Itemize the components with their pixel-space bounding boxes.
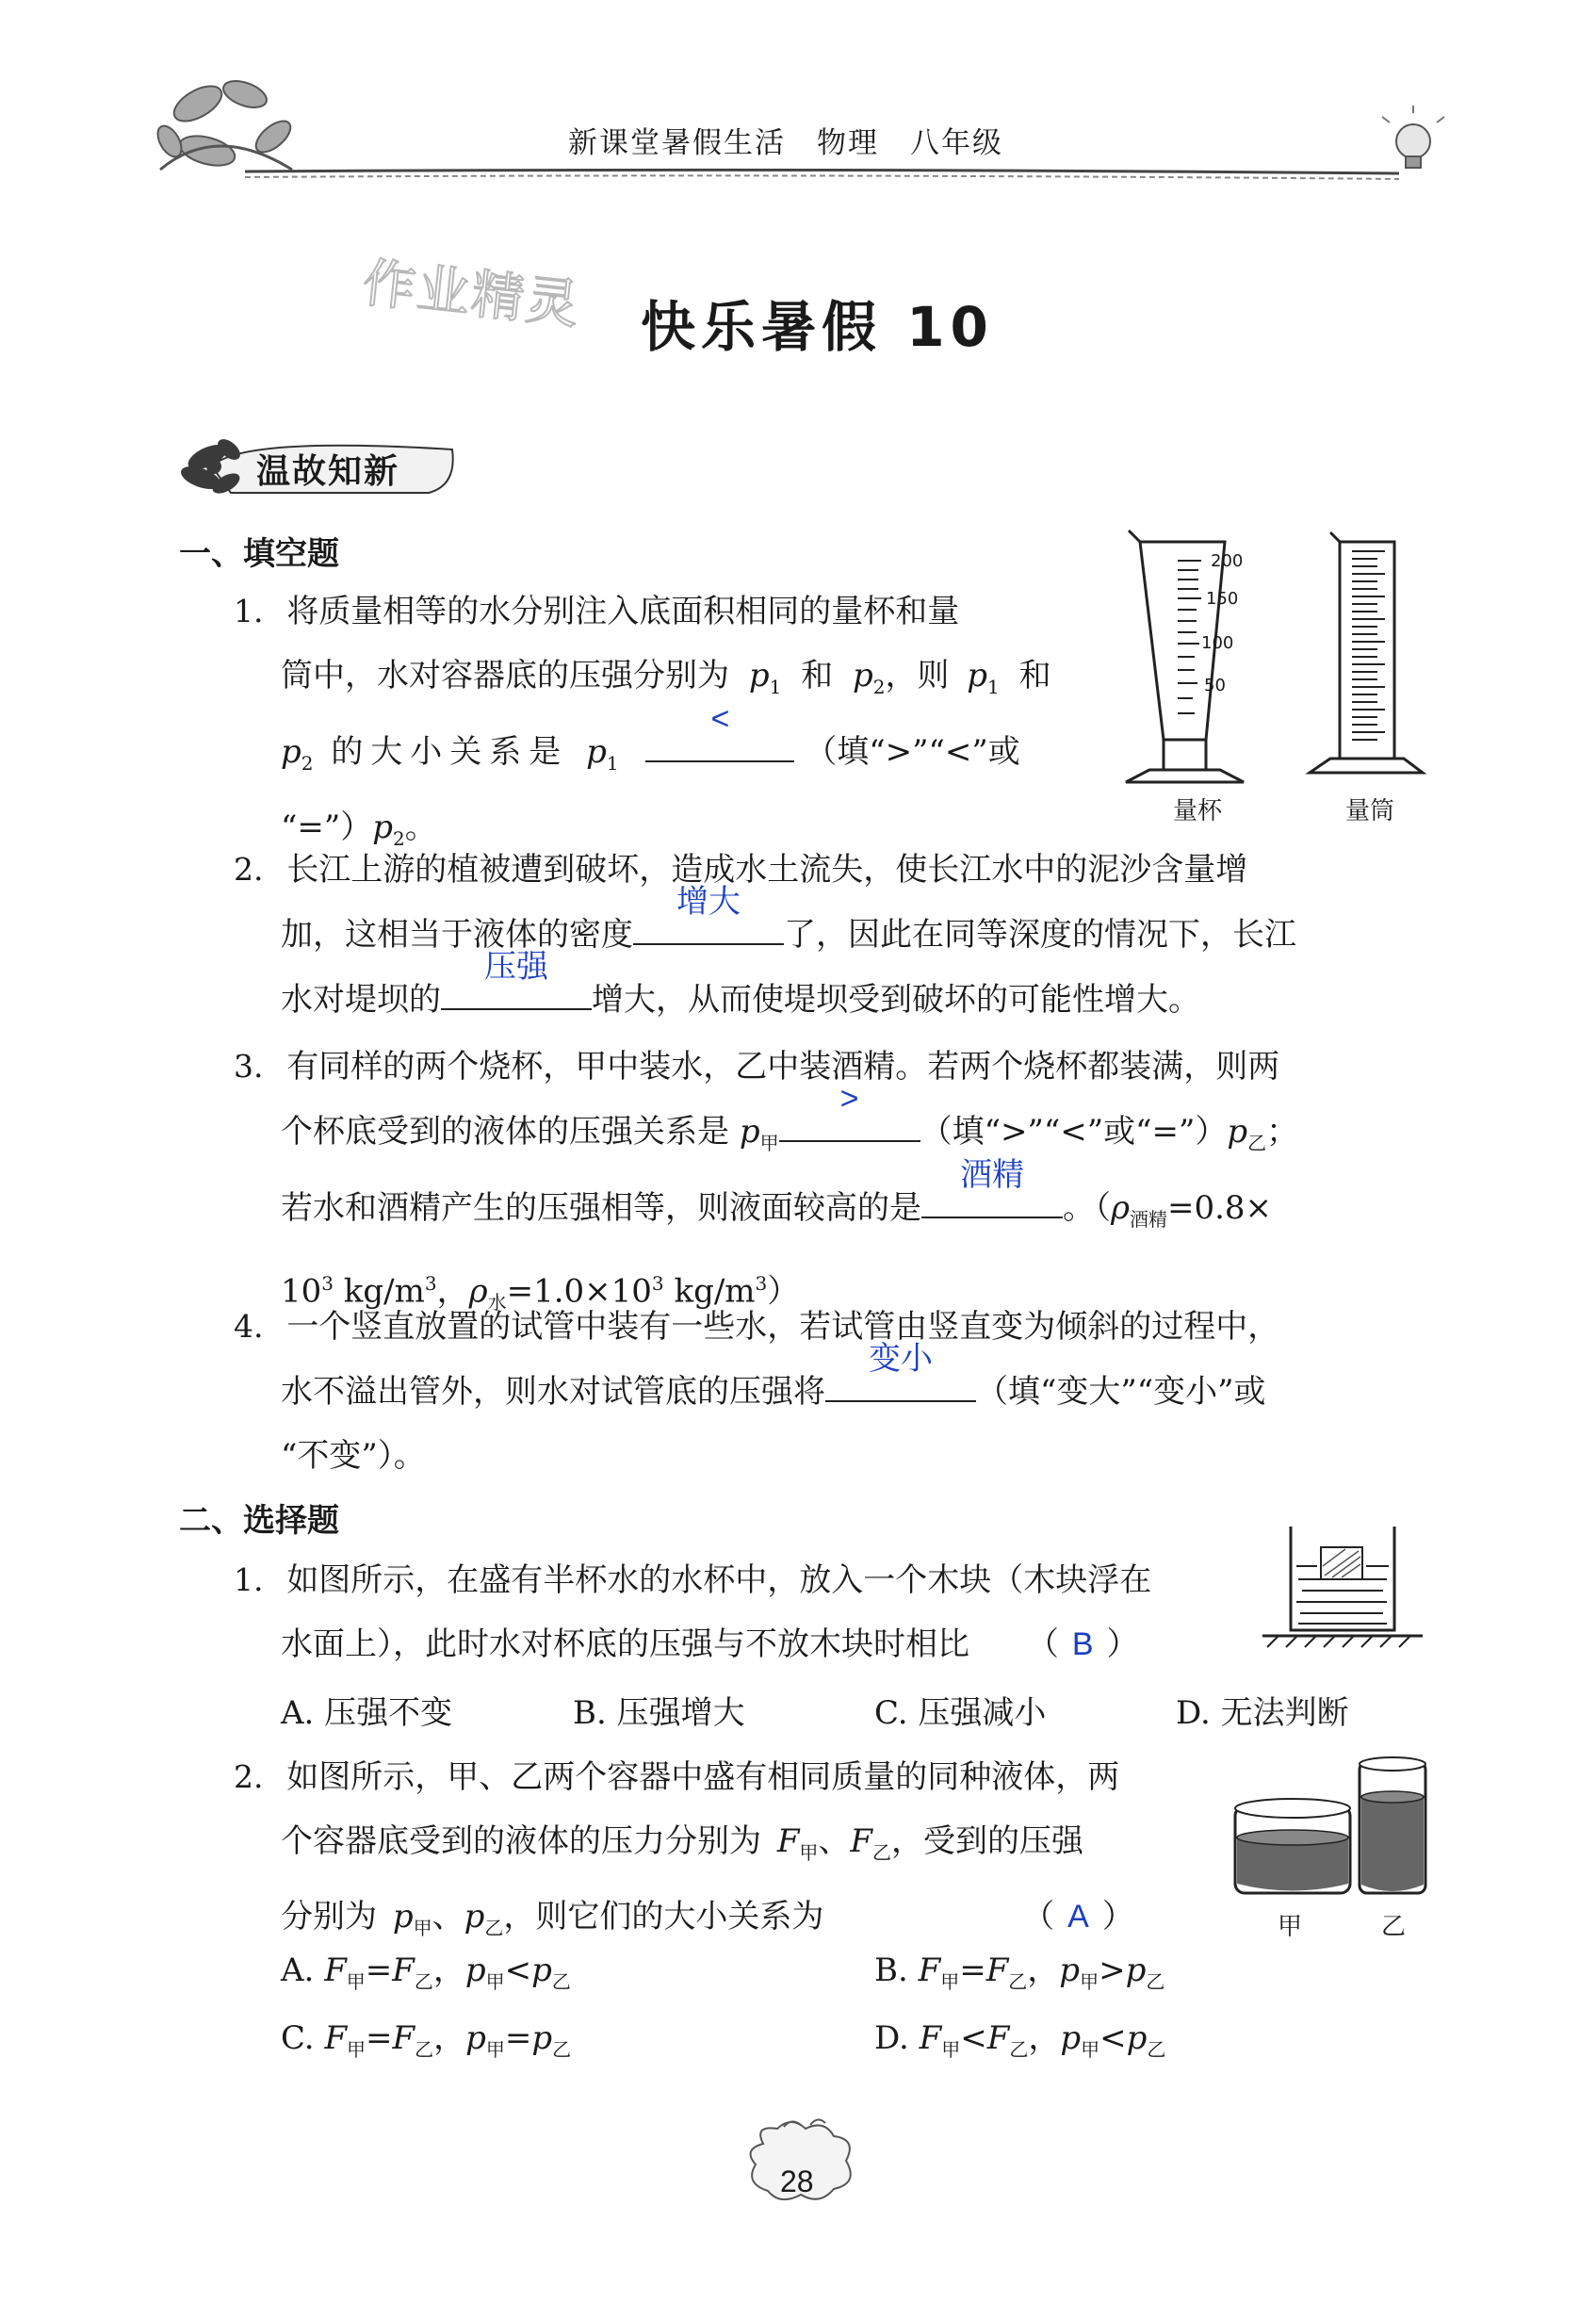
answer-blank[interactable] (441, 949, 592, 1010)
q-text: 增大，从而使堤坝受到破坏的可能性增大。 (592, 981, 1200, 1019)
subscript: 1 (769, 675, 782, 698)
relation: < (504, 1952, 532, 1989)
figure1-label-cylinder: 量筒 (1345, 797, 1395, 825)
q-text: ， (433, 2019, 466, 2057)
symbol-F: F (985, 1952, 1009, 1989)
symbol-rho: ρ (1111, 1188, 1130, 1227)
q-number: 4. (234, 1308, 264, 1345)
symbol-p: p (392, 1897, 414, 1935)
figure-measuring-vessels (1121, 523, 1432, 825)
answer-blank[interactable] (779, 1081, 920, 1142)
relation: = (366, 2019, 393, 2057)
q-text: 如图所示，在盛有半杯水的水杯中，放入一个木块（木块浮在 (286, 1561, 1152, 1599)
subscript: 甲 (940, 1969, 960, 1993)
q-text: 加，这相当于液体的密度 (281, 916, 633, 954)
tick-200: 200 (1211, 551, 1244, 571)
subscript: 乙 (1146, 1969, 1165, 1993)
subscript: 乙 (1009, 2037, 1029, 2061)
q-text: 、 (818, 1822, 851, 1860)
option-label: D. (874, 2019, 909, 2057)
symbol-p: p (739, 1113, 760, 1151)
symbol-p: p (1126, 2019, 1148, 2057)
answer-paren[interactable] (1022, 1898, 1134, 1935)
symbol-p: p (1059, 1952, 1081, 1989)
q-text: ， (1028, 2019, 1061, 2057)
q-text: 了，因此在同等深度的情况下，长江 (784, 916, 1296, 954)
symbol-p: p (748, 657, 770, 694)
q-text: ） (767, 1271, 800, 1310)
q-number: 1. (234, 593, 264, 629)
q-number: 1. (234, 1561, 264, 1598)
option-C[interactable]: C. 压强减小 (874, 1694, 1047, 1732)
q-text: 的大小关系是 (331, 732, 569, 771)
option-B[interactable] (874, 1944, 1164, 1994)
symbol-p: p (1227, 1113, 1248, 1151)
symbol-p: p (531, 2019, 553, 2057)
q-text: 10 (281, 1271, 322, 1310)
subscript: 甲 (413, 1916, 432, 1939)
option-label: A. (281, 1952, 315, 1989)
header-title: 新课堂暑假生活 物理 八年级 (568, 126, 1003, 160)
q-text: 个容器底受到的液体的压力分别为 (281, 1822, 761, 1860)
answer-text: A (1067, 1898, 1089, 1935)
answer-text: 变小 (869, 1341, 933, 1377)
q-text: 一个竖直放置的试管中装有一些水，若试管由竖直变为倾斜的过程中， (286, 1308, 1280, 1346)
q-text: 筒中，水对容器底的压强分别为 (281, 657, 729, 694)
answer-text: > (839, 1081, 859, 1117)
option-B[interactable]: B. 压强增大 (573, 1694, 745, 1732)
part1-q3 (234, 1035, 1298, 1334)
symbol-rho: ρ (468, 1271, 488, 1310)
relation: < (960, 2019, 987, 2057)
figure-cup-block (1244, 1517, 1432, 1658)
part2-q1 (234, 1548, 1151, 1676)
q-text: （填“>”“<”或“=”） (920, 1113, 1228, 1151)
superscript: 3 (651, 1271, 664, 1295)
q-text: 长江上游的植被遭到破坏，造成水土流失，使长江水中的泥沙含量增 (286, 851, 1248, 889)
subscript: 甲 (1080, 1969, 1099, 1993)
symbol-p: p (852, 657, 873, 694)
symbol-F: F (918, 1952, 941, 1989)
superscript: 3 (321, 1271, 334, 1295)
subscript: 乙 (552, 2037, 572, 2061)
q-text: 、 (432, 1897, 464, 1935)
q-text: 水面上），此时水对杯底的压强与不放木块时相比 (281, 1625, 969, 1663)
q-text: 个杯底受到的液体的压强关系是 (281, 1113, 729, 1151)
q-text: （填“变大”“变小”或 (976, 1373, 1266, 1411)
q-text: ， (1027, 1952, 1060, 1989)
part1-heading: 一、填空题 (179, 535, 339, 573)
subscript: 乙 (484, 1916, 504, 1939)
subscript: 2 (393, 826, 405, 850)
paren: ） (1106, 1625, 1139, 1663)
answer-text: 酒精 (960, 1156, 1024, 1193)
answer-paren[interactable] (1027, 1625, 1139, 1663)
part1-q2 (234, 838, 1296, 1032)
q-text: （填“>”“<”或 (805, 732, 1020, 771)
option-D[interactable]: D. 无法判断 (1176, 1694, 1349, 1732)
paren: ） (1101, 1897, 1134, 1935)
watermark: 作业精灵 (359, 253, 584, 336)
subscript: 甲 (347, 2037, 366, 2061)
answer-text: 增大 (676, 884, 741, 920)
subscript: 1 (606, 751, 619, 775)
symbol-F: F (392, 2019, 415, 2057)
tick-50: 50 (1204, 676, 1226, 695)
symbol-p: p (1125, 1952, 1147, 1989)
symbol-p: p (1060, 2019, 1082, 2057)
q-text: 。（ (1063, 1188, 1111, 1227)
relation: = (959, 1952, 986, 1989)
symbol-p: p (372, 808, 394, 846)
q-text: ，则 (885, 657, 950, 694)
q-text: kg/m (334, 1271, 425, 1310)
q-text: 将质量相等的水分别注入底面积相同的量杯和量 (286, 593, 960, 630)
superscript: 3 (424, 1271, 437, 1295)
q-number: 2. (234, 851, 264, 888)
q-text: ，则它们的大小关系为 (503, 1897, 824, 1935)
symbol-F: F (392, 1952, 415, 1989)
option-C[interactable] (281, 2012, 571, 2062)
symbol-F: F (324, 2019, 348, 2057)
figure-two-containers (1232, 1755, 1440, 1943)
subscript: 2 (301, 751, 314, 775)
symbol-F: F (919, 2019, 942, 2057)
option-label: C. (281, 2019, 315, 2057)
q-text: 有同样的两个烧杯，甲中装水，乙中装酒精。若两个烧杯都装满，则两 (286, 1048, 1280, 1086)
superscript: 3 (755, 1271, 768, 1295)
subscript: 乙 (1147, 2037, 1166, 2061)
symbol-p: p (464, 1952, 486, 1989)
subscript: 乙 (414, 1969, 433, 1993)
subscript: 甲 (485, 2037, 505, 2061)
figure1-label-cup: 量杯 (1173, 797, 1223, 825)
subscript: 乙 (1008, 1969, 1028, 1993)
symbol-p: p (281, 732, 301, 771)
q-text: 水对堤坝的 (281, 981, 441, 1019)
subscript: 水 (487, 1290, 507, 1314)
symbol-p: p (531, 1952, 552, 1989)
option-D[interactable] (874, 2012, 1165, 2062)
figure-label-jia: 甲 (1278, 1913, 1303, 1941)
option-A[interactable] (281, 1944, 571, 1994)
subscript: 甲 (759, 1131, 779, 1154)
relation: = (365, 1952, 393, 1989)
answer-blank[interactable] (645, 700, 794, 762)
subscript: 甲 (799, 1840, 819, 1864)
q-text: ， (436, 1271, 469, 1310)
subscript: 乙 (415, 2037, 434, 2061)
subscript: 甲 (941, 2037, 961, 2061)
symbol-F: F (324, 1952, 347, 1989)
q-text: kg/m (663, 1271, 756, 1310)
page-title: 快乐暑假 10 (641, 295, 994, 359)
subscript: 甲 (1081, 2037, 1100, 2061)
q-text: ； (1266, 1113, 1299, 1151)
q-text: =1.0×10 (506, 1271, 652, 1310)
q-text: “不变”）。 (281, 1437, 426, 1475)
answer-text: 压强 (484, 949, 548, 985)
q-text: 和 (801, 657, 834, 694)
symbol-F: F (986, 2019, 1010, 2057)
q-number: 3. (234, 1048, 264, 1085)
option-A[interactable]: A. 压强不变 (281, 1694, 453, 1732)
q-text: 水不溢出管外，则水对试管底的压强将 (281, 1373, 825, 1411)
symbol-F: F (850, 1822, 872, 1860)
paren: （ (1026, 1625, 1059, 1663)
answer-blank[interactable] (921, 1156, 1063, 1218)
q-text: 若水和酒精产生的压强相等，则液面较高的是 (281, 1188, 921, 1227)
answer-text: B (1071, 1626, 1094, 1662)
subscript: 酒精 (1130, 1207, 1167, 1231)
paren: （ (1022, 1897, 1055, 1935)
part1-q1: 1. 将质量相等的水分别注入底面积相同的量杯和量 筒中，水对容器底的压强分别为 $p_1$ 和 $p_2$，则 $p_1$ 和 $p_2$ 的大小关系是 $p_1$ < （填“>”“<”或 “$=”)p_2$。 (234, 593, 1051, 850)
subscript: 2 (872, 675, 886, 698)
subscript: 甲 (485, 1969, 505, 1993)
answer-blank[interactable] (633, 884, 784, 945)
part2-heading: 二、选择题 (179, 1502, 339, 1540)
answer-text: < (710, 700, 730, 737)
answer-blank[interactable] (825, 1341, 976, 1402)
q-text: ， (432, 1952, 465, 1989)
symbol-p: p (967, 657, 988, 694)
subscript: 乙 (872, 1840, 891, 1864)
q-number: 2. (234, 1758, 264, 1795)
relation: > (1099, 1952, 1126, 1989)
subscript: 甲 (346, 1969, 366, 1993)
tick-150: 150 (1206, 589, 1239, 609)
q-text: =0.8× (1167, 1188, 1273, 1227)
figure-label-yi: 乙 (1381, 1913, 1407, 1941)
subscript: 乙 (1247, 1131, 1267, 1154)
page-number: 28 (780, 2164, 814, 2198)
option-label: B. (874, 1952, 908, 1989)
symbol-F: F (776, 1822, 800, 1860)
symbol-p: p (586, 732, 607, 771)
part1-q4 (234, 1295, 1279, 1488)
relation: = (504, 2019, 532, 2057)
q-text: “=”） (281, 808, 373, 846)
subscript: 乙 (551, 1969, 571, 1993)
q-text: 和 (1018, 657, 1051, 694)
q-text: 分别为 (281, 1897, 377, 1935)
part2-q2 (234, 1745, 1134, 1960)
relation: < (1099, 2019, 1127, 2057)
tick-100: 100 (1201, 633, 1234, 653)
q-text: ，受到的压强 (891, 1822, 1083, 1860)
symbol-p: p (465, 2019, 486, 2057)
subscript: 1 (987, 675, 1000, 698)
symbol-p: p (464, 1897, 485, 1935)
q-text: 如图所示，甲、乙两个容器中盛有相同质量的同种液体，两 (286, 1758, 1120, 1796)
section-tag-label: 温故知新 (256, 452, 400, 491)
